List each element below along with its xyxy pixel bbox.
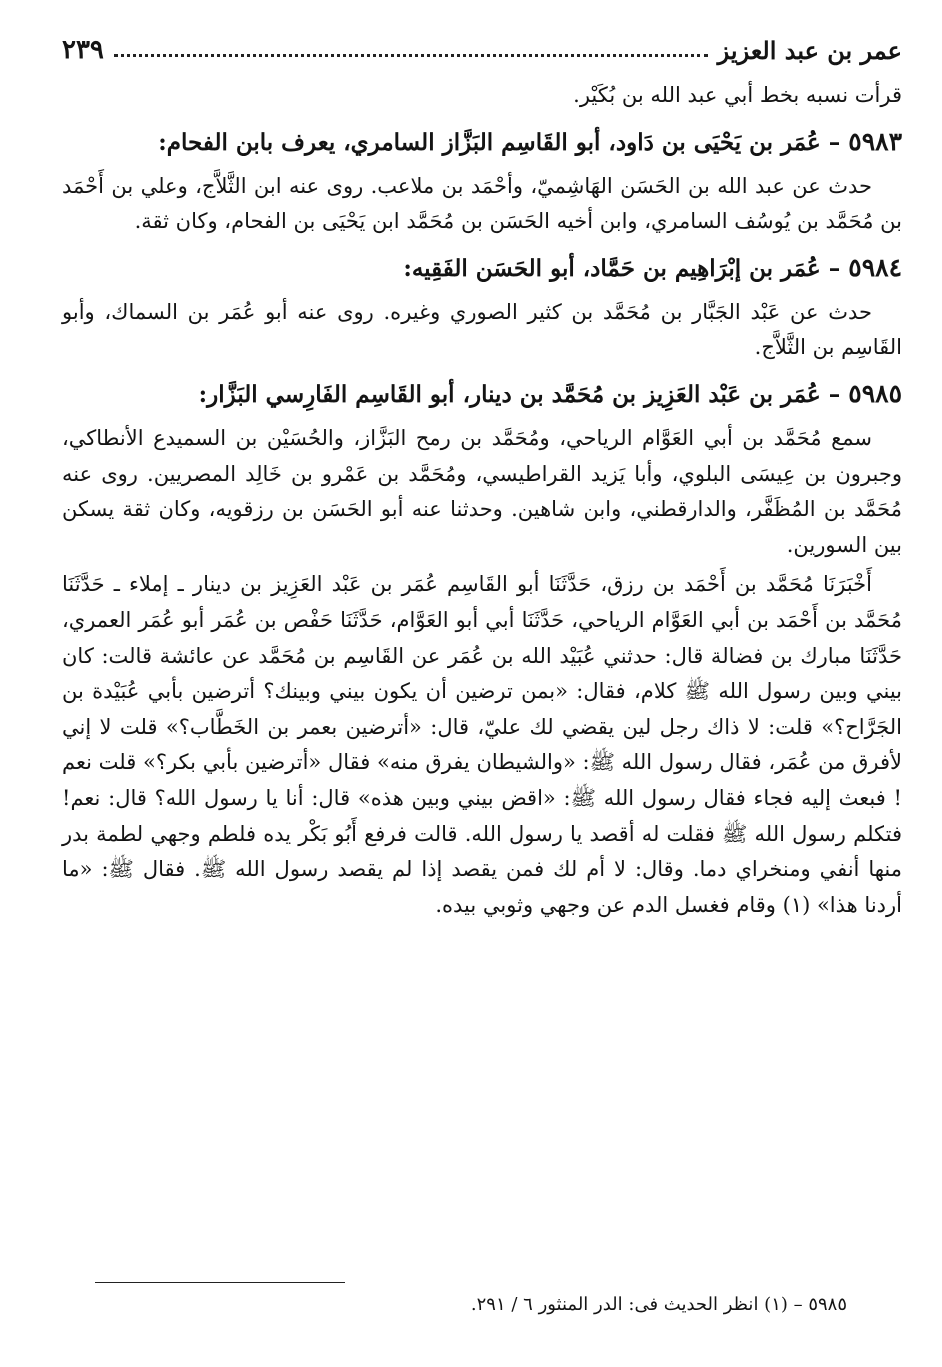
- page-body: [62, 78, 902, 927]
- page-number: ٢٣٩: [62, 35, 104, 65]
- entry-number: ٥٩٨٤: [848, 252, 902, 282]
- footnote-separator: [95, 1282, 345, 1283]
- entry-paragraph: حدث عن عَبْد الجَبَّار بن مُحَمَّد بن كثير الصوري وغيره. روى عنه أبو عُمَر بن السماك، وأبو القَاسِم بن الثَّلاَّج.: [62, 299, 902, 360]
- entry-number: ٥٩٨٣: [848, 126, 902, 156]
- footnote: ٥٩٨٥ – (١) انظر الحديث فى: الدر المنثور ٦ / ٢٩١.: [470, 1294, 847, 1315]
- entry-title: – عُمَر بن عَبْد العَزِيز بن مُحَمَّد بن دينار، أبو القَاسِم الفَارِسي البَزَّار:: [198, 380, 841, 408]
- entry-heading-5983: [62, 120, 902, 165]
- entry-title: – عُمَر بن يَحْيَى بن دَاود، أبو القَاسِم البَزَّاز السامري، يعرف بابن الفحام:: [158, 128, 841, 156]
- dotted-leader: [114, 54, 708, 57]
- entry-heading-5985: [62, 372, 902, 417]
- entry-heading-5984: [62, 246, 902, 291]
- entry-paragraph: حدث عن عبد الله بن الحَسَن الهَاشِميّ، وأحْمَد بن ملاعب. روى عنه ابن الثَّلاَّج، وعلي بن أَحْمَد بن مُحَمَّد بن يُوسُف السامري، وابن أخيه الحَسَن بن مُحَمَّد ابن يَحْيَى بن الفحام، وكان ثقة.: [62, 173, 902, 234]
- header-title: عمر بن عبد العزيز: [717, 35, 902, 65]
- entry-paragraph: سمع مُحَمَّد بن أبي العَوَّام الرياحي، ومُحَمَّد بن رمح البَزَّاز، والحُسَيْن بن السميدع الأنطاكي، وجبرون بن عِيسَى البلوي، وأبا يَزيد القراطيسي، ومُحَمَّد بن عَمْرو بن خَالِد المصريين. روى عنه مُحَمَّد بن المُظَفَّر، والدارقطني، وابن شاهين. وحدثنا عنه أبو الحَسَن بن رزقويه، وكان ثقة يسكن بين السورين.: [62, 425, 902, 557]
- intro-line: قرأت نسبه بخط أبي عبد الله بن بُكَيْر.: [573, 83, 902, 107]
- entry-number: ٥٩٨٥: [848, 378, 902, 408]
- entry-title: – عُمَر بن إبْرَاهِيم بن حَمَّاد، أبو الحَسَن الفَقِيه:: [403, 254, 841, 282]
- running-header: [62, 28, 902, 72]
- hadith-paragraph: أَخْبَرَنَا مُحَمَّد بن أَحْمَد بن رزق، حَدَّثَنَا أبو القَاسِم عُمَر بن عَبْد العَزِيز بن دينار ـ إملاء ـ حَدَّثَنَا مُحَمَّد بن أَحْمَد بن أبي العَوَّام الرياحي، حَدَّثَنَا أبي أبو العَوَّام، حَدَّثَنَا حَفْص بن عُمَر أبو عُمَر العمري، حَدَّثَنَا مبارك بن فضالة قال: حدثني عُبَيْد الله بن عُمَر عن القَاسِم بن مُحَمَّد عن عائشة قالت: كان بيني وبين رسول الله ﷺ كلام، فقال: «بمن ترضين أن يكون بيني وبينك؟ أترضين بأبي عُبَيْدة بن الجَرَّاح؟» قلت: لا ذاك رجل لين يقضي لك عليّ، قال: «أترضين بعمر بن الخَطَّاب؟» قلت لا إني لأفرق من عُمَر، فقال رسول الله ﷺ: «والشيطان يفرق منه» فقال «أترضين بأبي بكر؟» قلت نعم ! فبعث إليه فجاء فقال رسول الله ﷺ: «اقض بيني وبين هذه» قال: أنا يا رسول الله؟ قال: نعم! فتكلم رسول الله ﷺ فقلت له أقصد يا رسول الله. قالت فرفع أَبُو بَكْر يده فلطم وجهي لطمة بدر منها أنفي ومنخراي دما. وقال: لا أم لك فمن يقصد إذا لم يقصد رسول الله ﷺ. فقال ﷺ: «ما أردنا هذا» (١) وقام فغسل الدم عن وجهي وثوبي بيده.: [62, 572, 902, 917]
